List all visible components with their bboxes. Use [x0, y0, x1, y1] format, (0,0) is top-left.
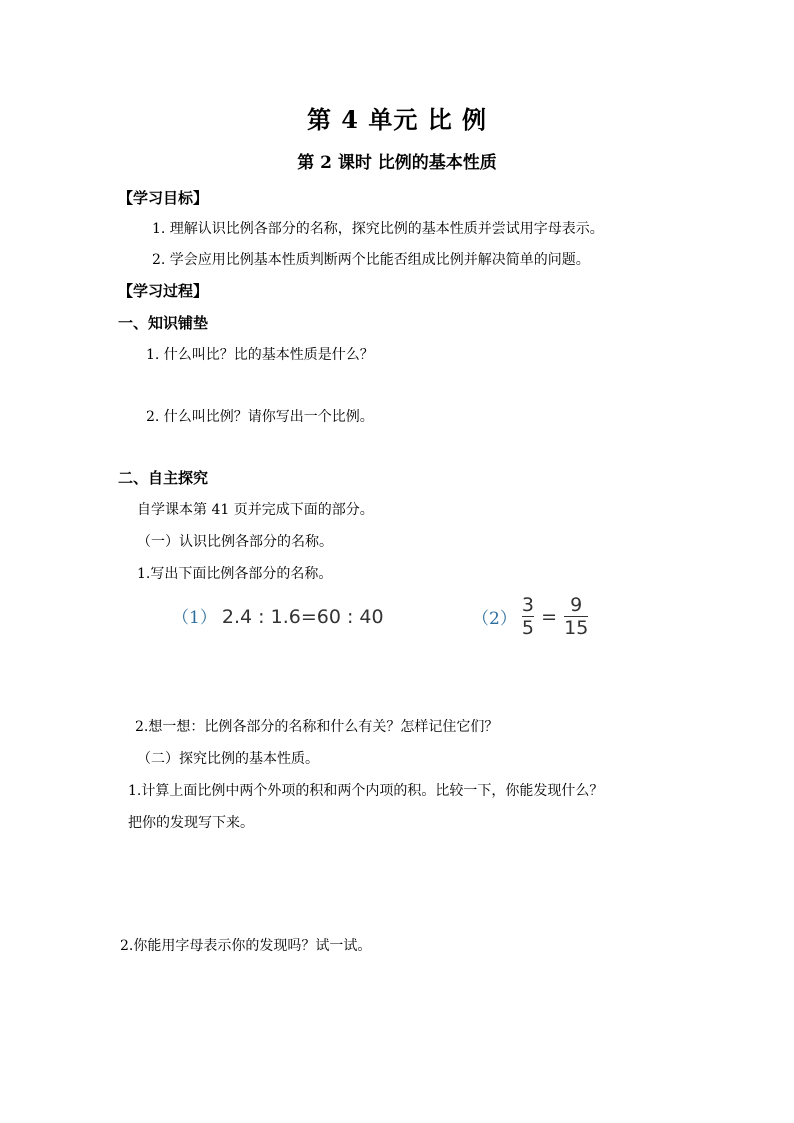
- section-heading-knowledge: 一、知识铺垫: [118, 314, 209, 332]
- task-calculate-line-1: 1.计算上面比例中两个外项的积和两个内项的积。比较一下，你能发现什么？: [128, 783, 604, 799]
- task-letters: 2.你能用字母表示你的发现吗？试一试。: [120, 938, 372, 954]
- objective-item-1: 1. 理解认识比例各部分的名称，探究比例的基本性质并尝试用字母表示。: [152, 221, 604, 237]
- task-write-names: 1.写出下面比例各部分的名称。: [137, 566, 333, 582]
- section-heading-explore: 二、自主探究: [118, 469, 209, 487]
- proportion-example-2: [472, 595, 588, 638]
- fraction-left: [522, 595, 534, 638]
- process-heading: 【学习过程】: [118, 282, 209, 300]
- example-1-expression: 2.4 : 1.6=60 : 40: [221, 606, 384, 628]
- question-2: 2. 什么叫比例？请你写出一个比例。: [146, 409, 374, 425]
- fraction-left-denominator: 5: [521, 617, 535, 639]
- proportion-example-1: [172, 603, 384, 628]
- fraction-left-numerator: 3: [521, 594, 535, 616]
- fraction-right-denominator: 15: [564, 617, 589, 639]
- page-title: 第 4 单元 比 例: [306, 105, 488, 134]
- fraction-right: [564, 595, 588, 638]
- explore-intro: 自学课本第 41 页并完成下面的部分。: [137, 502, 374, 518]
- lesson-subtitle: 第 2 课时 比例的基本性质: [297, 153, 497, 173]
- equals-sign: =: [541, 605, 558, 628]
- example-1-label: （1）: [172, 608, 217, 628]
- fraction-right-numerator: 9: [570, 594, 583, 616]
- subsection-heading-property: （二）探究比例的基本性质。: [137, 751, 319, 767]
- task-think: 2.想一想：比例各部分的名称和什么有关？怎样记住它们？: [135, 719, 499, 735]
- subsection-heading-names: （一）认识比例各部分的名称。: [137, 534, 333, 550]
- task-calculate-line-2: 把你的发现写下来。: [128, 815, 254, 831]
- objectives-heading: 【学习目标】: [118, 189, 209, 207]
- question-1: 1. 什么叫比？比的基本性质是什么？: [146, 347, 374, 363]
- example-2-label: （2）: [472, 609, 517, 629]
- objective-item-2: 2. 学会应用比例基本性质判断两个比能否组成比例并解决简单的问题。: [152, 252, 590, 268]
